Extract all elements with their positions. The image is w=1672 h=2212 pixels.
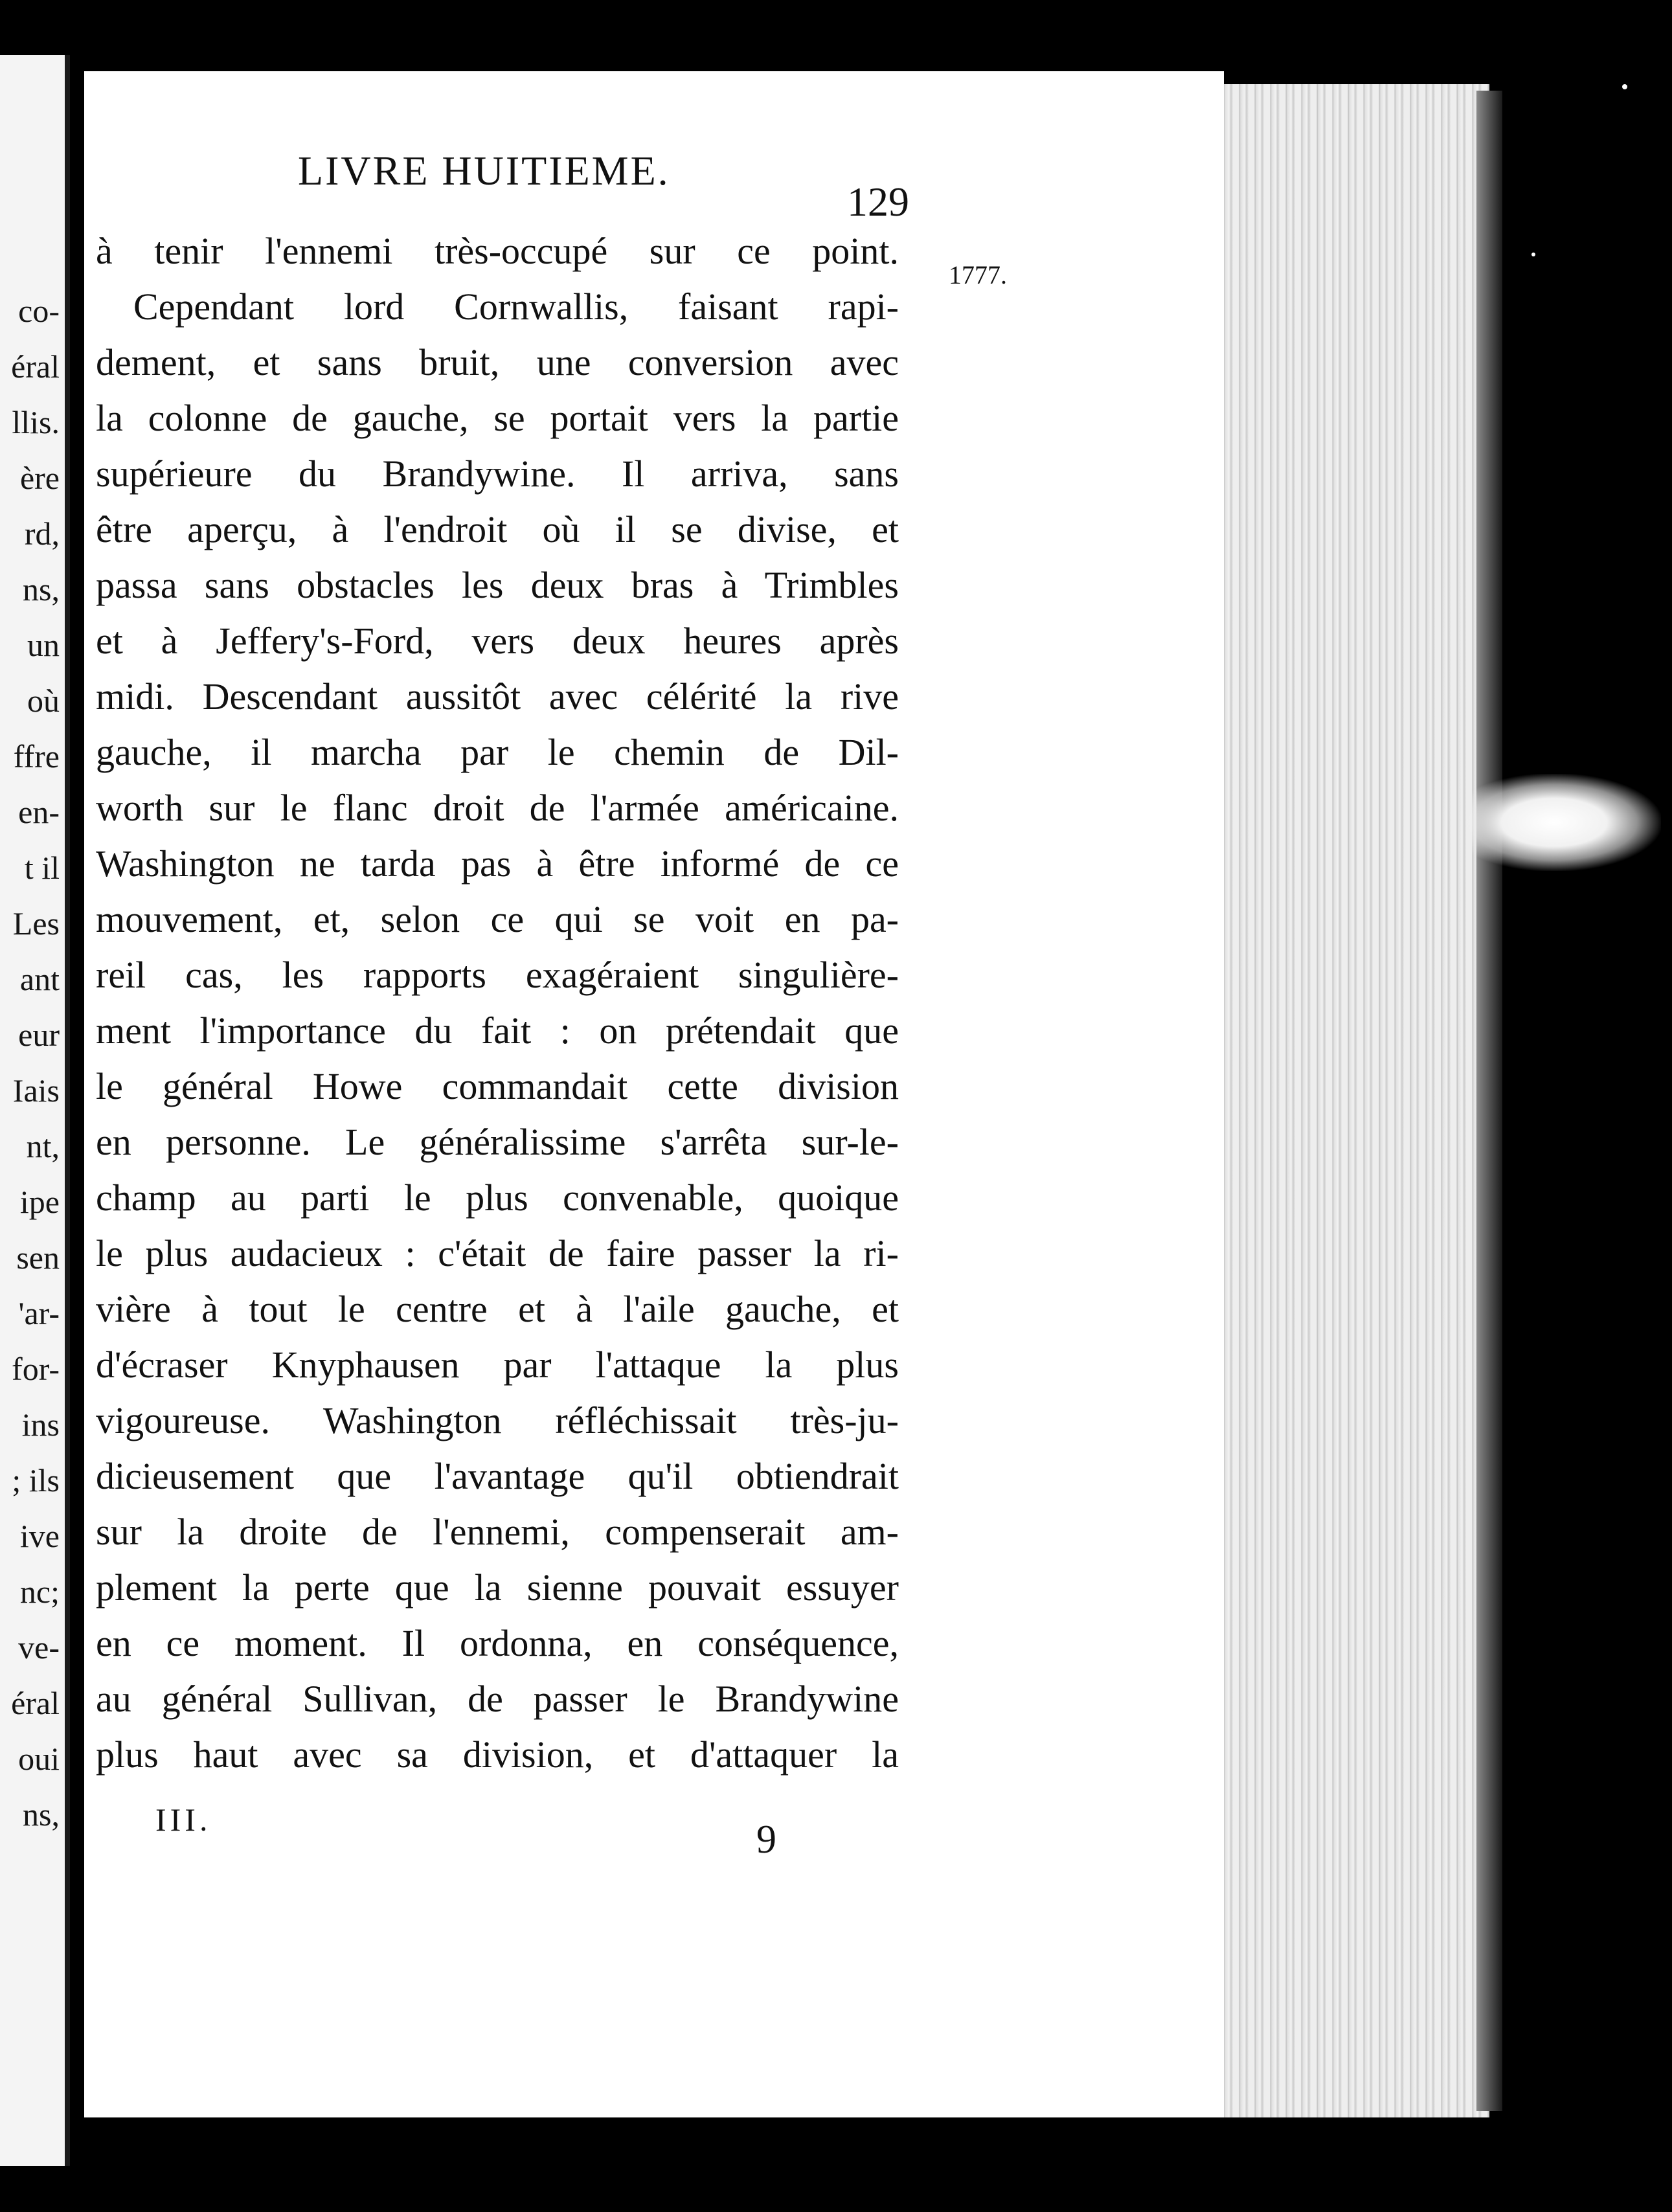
previous-page-fragment: ns,: [23, 1796, 60, 1833]
previous-page-fragment: un: [27, 627, 60, 663]
text-line: vigoureuse. Washington réfléchissait très-ju-: [96, 1399, 899, 1441]
text-line: dicieusement que l'avantage qu'il obtiendrait: [96, 1455, 899, 1497]
text-line: et à Jeffery's-Ford, vers deux heures après: [96, 620, 899, 662]
previous-page-fragment: co-: [18, 293, 60, 329]
previous-page-fragment: eur: [18, 1017, 60, 1053]
text-line: mouvement, et, selon ce qui se voit en pa-: [96, 898, 899, 940]
text-line: la colonne de gauche, se portait vers la partie: [96, 397, 899, 439]
text-line: dement, et sans bruit, une conversion avec: [96, 341, 899, 383]
margin-year-note: 1777.: [949, 260, 1007, 289]
previous-page-fragment: ère: [19, 460, 60, 496]
previous-page-fragment: Iais: [12, 1072, 60, 1109]
text-line: en ce moment. Il ordonna, en conséquence,: [96, 1622, 899, 1664]
previous-page-fragment: ns,: [23, 571, 60, 607]
previous-page-fragment: t il: [24, 850, 60, 886]
previous-page-fragment: ins: [21, 1406, 60, 1443]
text-line: worth sur le flanc droit de l'armée américaine.: [96, 787, 899, 829]
text-line: en personne. Le généralissime s'arrêta sur-le-: [96, 1121, 899, 1163]
previous-page-fragment: sen: [16, 1239, 60, 1276]
text-line: passa sans obstacles les deux bras à Trimbles: [96, 564, 899, 606]
dust-speck: [1531, 253, 1535, 256]
previous-page-fragment: rd,: [24, 515, 60, 552]
previous-page-fragment: 'ar-: [18, 1295, 60, 1331]
previous-page-fragment: ve-: [18, 1629, 60, 1665]
page-number: 129: [847, 179, 909, 225]
text-line: à tenir l'ennemi très-occupé sur ce point.: [96, 230, 899, 272]
text-line: au général Sullivan, de passer le Brandywine: [96, 1678, 899, 1720]
text-line: Washington ne tarda pas à être informé de ce: [96, 842, 899, 885]
text-line: d'écraser Knyphausen par l'attaque la plus: [96, 1344, 899, 1386]
text-line: champ au parti le plus convenable, quoique: [96, 1177, 899, 1219]
previous-page-fragment: llis.: [12, 404, 60, 440]
text-line: gauche, il marcha par le chemin de Dil-: [96, 731, 899, 773]
text-line: plus haut avec sa division, et d'attaquer la: [96, 1733, 899, 1776]
text-line: sur la droite de l'ennemi, compenserait am-: [96, 1511, 899, 1553]
text-line: être aperçu, à l'endroit où il se divise, et: [96, 508, 899, 550]
body-text: [96, 223, 899, 1783]
dust-speck: [1622, 84, 1627, 89]
previous-page-fragment: où: [27, 683, 60, 719]
signature-mark: III.: [155, 1801, 212, 1838]
running-head: LIVRE HUITIEME.: [298, 148, 670, 194]
text-line: midi. Descendant aussitôt avec célérité la rive: [96, 675, 899, 717]
previous-page-fragment: éral: [11, 348, 60, 385]
text-line: Cependant lord Cornwallis, faisant rapi-: [133, 286, 899, 328]
paper-scrap: [1467, 774, 1661, 871]
text-line: reil cas, les rapports exagéraient singulière-: [96, 954, 899, 996]
previous-page-fragment: ipe: [19, 1184, 60, 1220]
text-line: vière à tout le centre et à l'aile gauche, et: [96, 1288, 899, 1330]
previous-page-fragment: ive: [19, 1518, 60, 1554]
text-line: le général Howe commandait cette division: [96, 1065, 899, 1107]
previous-page-fragment: éral: [11, 1685, 60, 1721]
previous-page-fragment: nt,: [26, 1128, 60, 1164]
fore-edge-shadow: [1476, 91, 1502, 2111]
text-line: plement la perte que la sienne pouvait essuyer: [96, 1566, 899, 1608]
text-line: supérieure du Brandywine. Il arriva, sans: [96, 453, 899, 495]
sheet-number: 9: [756, 1818, 776, 1862]
previous-page-fragment: ant: [19, 961, 60, 997]
previous-page-fragment: Les: [12, 905, 60, 942]
previous-page-fragment: ffre: [13, 738, 60, 774]
book-fore-edge: [1217, 84, 1489, 2117]
previous-page-fragment: oui: [18, 1741, 60, 1777]
previous-page-fragment: for-: [12, 1351, 60, 1387]
previous-page-fragment: nc;: [19, 1574, 60, 1610]
previous-page-edge: [0, 55, 70, 2166]
text-line: le plus audacieux : c'était de faire passer la ri-: [96, 1232, 899, 1274]
previous-page-fragment: en-: [18, 794, 60, 830]
previous-page-fragment: ; ils: [12, 1462, 60, 1498]
text-line: ment l'importance du fait : on prétendait que: [96, 1010, 899, 1052]
